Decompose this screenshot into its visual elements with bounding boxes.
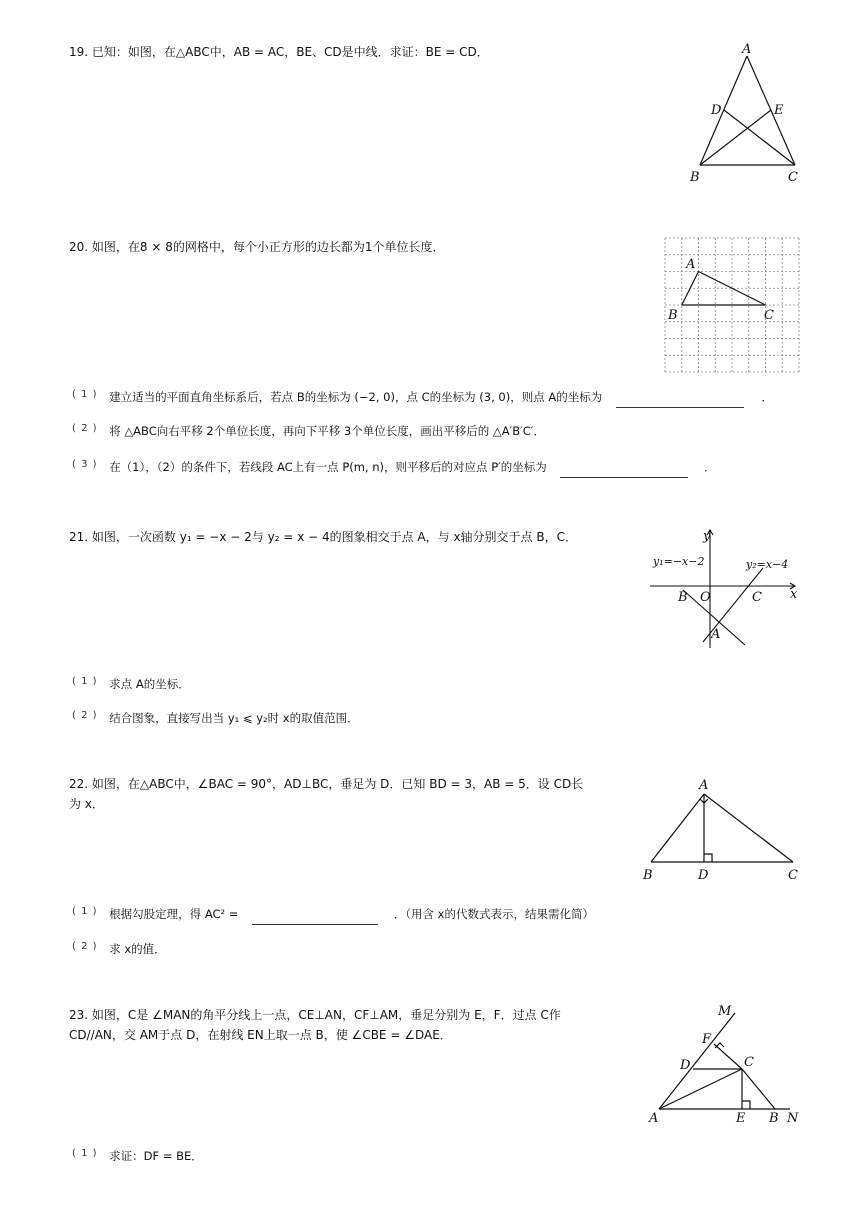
- q20-item-2-num: ( 2 ): [72, 423, 98, 434]
- q22-item-1-answer-blank[interactable]: [252, 912, 378, 925]
- q22-item-1-tail: ．（用含 x的代数式表示，结果需化简）: [393, 907, 594, 921]
- question-23-line-2: CD//AN，交 AM于点 D，在射线 EN上取一点 B，使 ∠CBE = ∠DAE．: [69, 1028, 452, 1042]
- q22-label-A: A: [699, 778, 709, 793]
- q23-label-C: C: [744, 1055, 754, 1070]
- q20-item-1-tail: ．: [761, 390, 774, 404]
- q19-label-D: D: [711, 103, 722, 118]
- q20-item-3-tail: ．: [704, 460, 716, 474]
- q23-item-1-num: ( 1 ): [72, 1148, 98, 1159]
- q20-item-1: [72, 388, 773, 408]
- q20-item-1-num: ( 1 ): [72, 389, 98, 400]
- q22-label-C: C: [788, 868, 798, 883]
- q20-item-3-text: 在（1），（2）的条件下，若线段 AC上有一点 P(m, n)，则平移后的对应点 P′的坐标为: [109, 460, 547, 474]
- q19-label-A: A: [742, 42, 752, 57]
- q21-graph-figure: [645, 528, 805, 653]
- q21-label-C: C: [752, 590, 762, 605]
- q23-label-N: N: [787, 1111, 799, 1126]
- q21-label-y2: y₂=x−4: [746, 558, 789, 571]
- q20-label-C: C: [764, 308, 774, 323]
- q23-item-1: [72, 1147, 203, 1167]
- q21-label-A: A: [711, 627, 721, 642]
- question-21-text: 21. 如图，一次函数 y₁ = −x − 2与 y₂ = x − 4的图象相交于点 A，与 x轴分别交于点 B，C．: [69, 530, 577, 544]
- q23-label-D: D: [680, 1058, 691, 1073]
- q21-label-y1: y₁=−x−2: [653, 555, 705, 568]
- q20-grid-figure: [660, 233, 805, 378]
- q21-item-1-text: 求点 A的坐标．: [109, 677, 190, 691]
- q23-label-B: B: [769, 1111, 779, 1126]
- q23-label-F: F: [702, 1032, 712, 1047]
- q19-label-B: B: [690, 170, 700, 185]
- q23-label-E: E: [736, 1111, 746, 1126]
- question-22-line-1: 22. 如图，在△ABC中，∠BAC = 90°，AD⊥BC，垂足为 D．已知 BD = 3，AB = 5．设 CD长: [69, 777, 584, 791]
- q21-item-2-text: 结合图象，直接写出当 y₁ ⩽ y₂时 x的取值范围．: [109, 711, 359, 725]
- q22-label-D: D: [698, 868, 709, 883]
- q20-item-1-text: 建立适当的平面直角坐标系后，若点 B的坐标为 (−2, 0)，点 C的坐标为 (3, 0)，则点 A的坐标为: [109, 390, 603, 404]
- question-20-text: 20. 如图，在8 × 8的网格中，每个小正方形的边长都为1个单位长度．: [69, 240, 445, 254]
- q21-label-x-axis: x: [790, 587, 798, 602]
- q21-item-2: [72, 709, 359, 729]
- q21-label-y-axis: y: [703, 529, 711, 544]
- q21-item-1-num: ( 1 ): [72, 676, 98, 687]
- q20-item-3: [72, 458, 716, 478]
- q21-label-B: B: [678, 590, 688, 605]
- q22-item-1: [72, 905, 594, 925]
- q23-label-M: M: [718, 1004, 732, 1019]
- q20-item-2-text: 将 △ABC向右平移 2个单位长度，再向下平移 3个单位长度，画出平移后的 △A′B′C′．: [109, 424, 545, 438]
- q19-label-C: C: [788, 170, 798, 185]
- q23-label-A: A: [649, 1111, 659, 1126]
- q22-item-2: [72, 940, 166, 960]
- q22-item-1-text: 根据勾股定理，得 AC² =: [109, 907, 239, 921]
- q20-item-3-answer-blank[interactable]: [560, 465, 688, 478]
- q20-label-A: A: [686, 257, 696, 272]
- q21-item-1: [72, 675, 190, 695]
- q22-item-2-text: 求 x的值．: [109, 942, 166, 956]
- q22-label-B: B: [643, 868, 653, 883]
- question-23-line-1: 23. 如图，C是 ∠MAN的角平分线上一点，CE⊥AN，CF⊥AM，垂足分别为 E，F．过点 C作: [69, 1008, 561, 1022]
- q20-item-1-answer-blank[interactable]: [616, 395, 744, 408]
- q20-item-3-num: ( 3 ): [72, 459, 98, 470]
- q21-item-2-num: ( 2 ): [72, 710, 98, 721]
- q20-label-B: B: [668, 308, 678, 323]
- q22-item-2-num: ( 2 ): [72, 941, 98, 952]
- q19-triangle-figure: [684, 40, 804, 190]
- q20-item-2: [72, 422, 545, 442]
- q23-item-1-text: 求证：DF = BE．: [109, 1149, 203, 1163]
- question-19-text: 19. 已知：如图，在△ABC中，AB = AC，BE、CD是中线．求证：BE = CD．: [69, 45, 489, 59]
- q21-label-O: O: [700, 590, 711, 605]
- q22-triangle-figure: [640, 772, 805, 884]
- q23-angle-figure: [645, 1000, 805, 1130]
- q22-item-1-num: ( 1 ): [72, 906, 98, 917]
- q19-label-E: E: [774, 103, 784, 118]
- question-22-line-2: 为 x．: [69, 797, 104, 811]
